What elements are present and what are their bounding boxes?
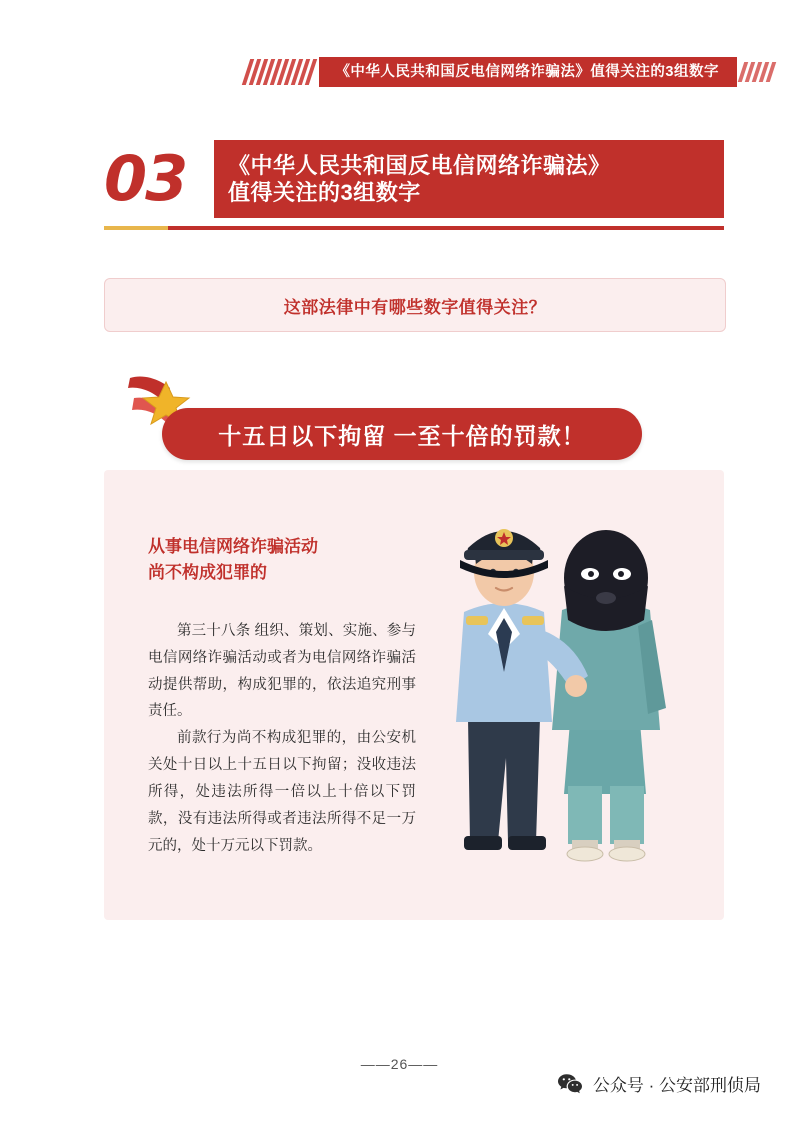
title-underline [104, 226, 724, 230]
content-heading-line2: 尚不构成犯罪的 [148, 563, 267, 583]
highlight-banner [118, 368, 718, 478]
header-title: 《中华人民共和国反电信网络诈骗法》值得关注的3组数字 [319, 57, 737, 88]
page-header [0, 52, 799, 92]
header-stripes-right [741, 62, 773, 82]
section-number: 03 [104, 140, 214, 218]
police-and-suspect-illustration [438, 490, 688, 890]
section-title-line1: 《中华人民共和国反电信网络诈骗法》 [228, 152, 611, 178]
section-title-block [104, 140, 724, 218]
content-heading-line1: 从事电信网络诈骗活动 [148, 537, 318, 556]
banner-text: 十五日以下拘留 一至十倍的罚款！ [218, 422, 586, 449]
content-body [148, 618, 416, 859]
question-text: 这部法律中有哪些数字值得关注？ [283, 297, 547, 317]
content-paragraph-2: 前款行为尚不构成犯罪的，由公安机关处十日以上十五日以下拘留；没收违法所得，处违法所得一倍以上十倍以下罚款，没有违法所得或者违法所得不足一万元的，处十万元以下罚款。 [148, 730, 416, 854]
content-paragraph-1: 第三十八条 组织、策划、实施、参与电信网络诈骗活动或者为电信网络诈骗活动提供帮助，构成犯罪的，依法追究刑事责任。 [148, 623, 416, 720]
section-title-text [214, 140, 724, 218]
footer-account-text: 公众号 · 公安部刑侦局 [592, 1076, 761, 1095]
content-heading [148, 534, 438, 587]
footer-account [557, 1071, 761, 1096]
section-title-line2: 值得关注的3组数字 [228, 180, 421, 205]
page-number: ——26—— [360, 1056, 439, 1072]
suspect-figure [552, 530, 666, 861]
question-box [104, 278, 726, 332]
wechat-icon [557, 1073, 583, 1095]
title-underline-accent [104, 226, 168, 230]
banner-pill [162, 408, 642, 460]
header-stripes-left [246, 59, 313, 85]
